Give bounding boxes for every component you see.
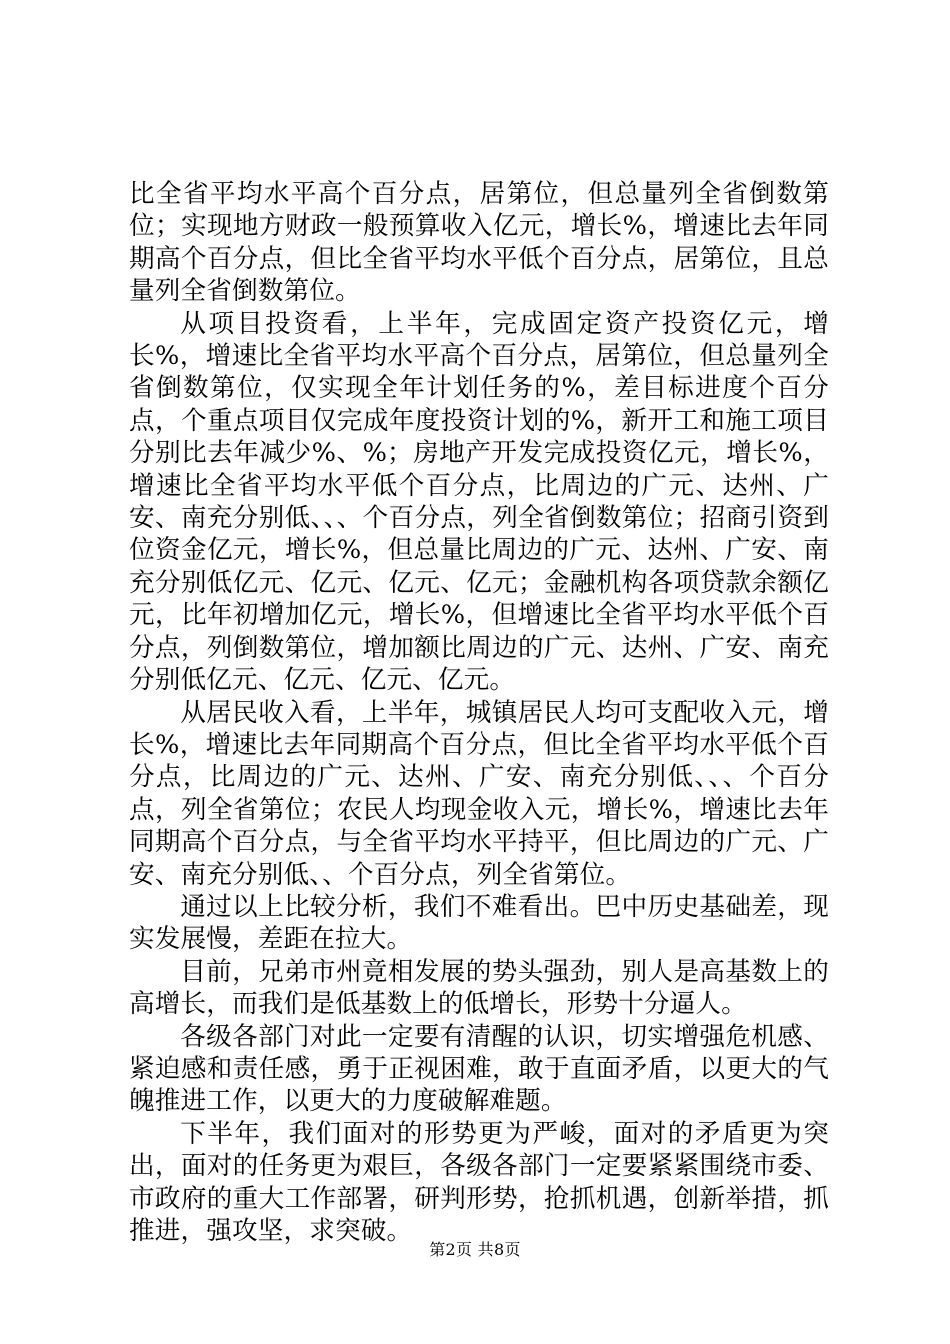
paragraph-awareness: 各级各部门对此一定要有清醒的认识，切实增强危机感、紧迫感和责任感，勇于正视困难，敢于直面矛盾，以更大的气魄推进工作，以更大的力度破解难题。	[129, 1021, 829, 1117]
page-number-footer: 第2页 共8页	[429, 1240, 521, 1259]
paragraph-fiscal-revenue: 比全省平均水平高个百分点，居第位，但总量列全省倒数第位；实现地方财政一般预算收入亿元，增长%，增速比去年同期高个百分点，但比全省平均水平低个百分点，居第位，且总量列全省倒数第位。	[129, 179, 829, 307]
paragraph-project-investment: 从项目投资看，上半年，完成固定资产投资亿元，增长%，增速比全省平均水平高个百分点，居第位，但总量列全省倒数第位，仅实现全年计划任务的%，差目标进度个百分点，个重点项目仅完成年度投资计划的%，新开工和施工项目分别比去年减少%、%；房地产开发完成投资亿元，增长%，增速比全省平均水平低个百分点，比周边的广元、达州、广安、南充分别低、、、个百分点，列全省倒数第位；招商引资到位资金亿元，增长%，但总量比周边的广元、达州、广安、南充分别低亿元、亿元、亿元、亿元；金融机构各项贷款余额亿元，比年初增加亿元，增长%，但增速比全省平均水平低个百分点，列倒数第位，增加额比周边的广元、达州、广安、南充分别低亿元、亿元、亿元、亿元。	[129, 308, 829, 696]
paragraph-current-situation: 目前，兄弟市州竟相发展的势头强劲，别人是高基数上的高增长，而我们是低基数上的低增长，形势十分逼人。	[129, 956, 829, 1020]
paragraph-resident-income: 从居民收入看，上半年，城镇居民人均可支配收入元，增长%，增速比去年同期高个百分点，但比全省平均水平低个百分点，比周边的广元、达州、广安、南充分别低、、、个百分点，列全省第位；农民人均现金收入元，增长%，增速比去年同期高个百分点，与全省平均水平持平，但比周边的广元、广安、南充分别低、、个百分点，列全省第位。	[129, 697, 829, 890]
paragraph-second-half-outlook: 下半年，我们面对的形势更为严峻，面对的矛盾更为突出，面对的任务更为艰巨，各级各部门一定要紧紧围绕市委、市政府的重大工作部署，研判形势，抢抓机遇，创新举措，抓推进，强攻坚，求突破。	[129, 1118, 829, 1246]
document-body	[129, 178, 829, 1247]
paragraph-analysis-summary: 通过以上比较分析，我们不难看出。巴中历史基础差，现实发展慢，差距在拉大。	[129, 891, 829, 955]
